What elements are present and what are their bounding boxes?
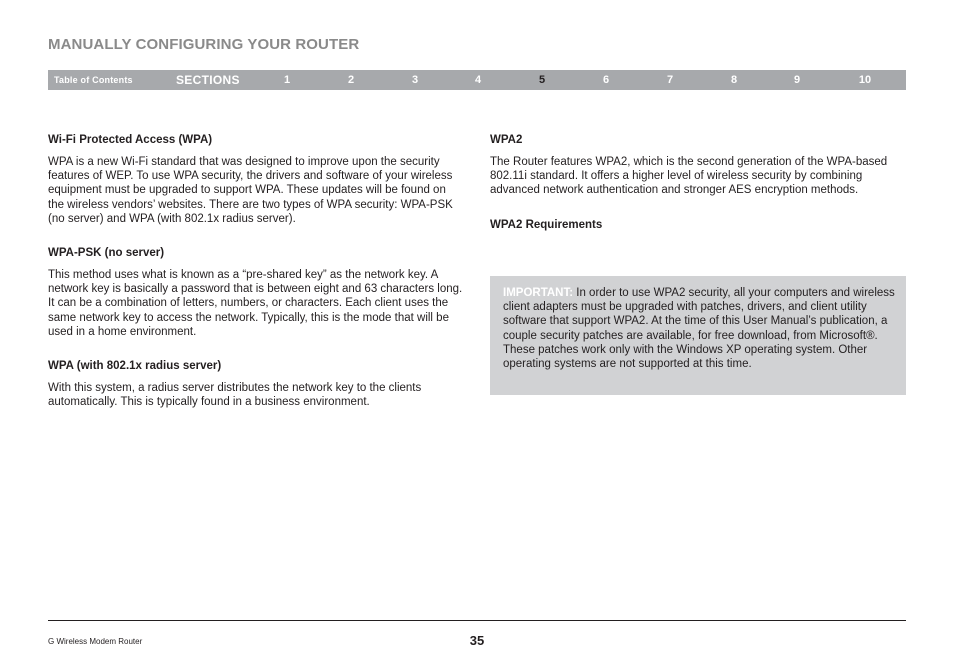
important-notice-text	[503, 286, 896, 371]
wpa-psk-paragraph: This method uses what is known as a “pre-shared key” as the network key. A network key is basically a password that is between eight and 63 characters long. It can be a combination of letters, numbers, or characters. Each client uses the same network key to access the network. Typically, this is the mode that will be used in a home environment.	[48, 269, 463, 338]
wpa2-requirements-heading: WPA2 Requirements	[490, 218, 603, 231]
sections-label: SECTIONS	[176, 73, 240, 87]
table-of-contents-link[interactable]: Table of Contents	[54, 75, 133, 85]
left-column	[48, 133, 463, 409]
section-link-4[interactable]: 4	[474, 74, 482, 86]
wpa-heading: Wi-Fi Protected Access (WPA)	[48, 134, 213, 146]
page-header-title: MANUALLY CONFIGURING YOUR ROUTER	[48, 36, 360, 53]
wpa-radius-heading: WPA (with 802.1x radius server)	[48, 360, 222, 373]
section-link-1[interactable]: 1	[283, 74, 291, 86]
footer-divider	[48, 620, 906, 621]
section-link-10[interactable]: 10	[858, 74, 872, 86]
section-link-7[interactable]: 7	[666, 74, 674, 86]
section-link-5-current[interactable]: 5	[538, 74, 546, 86]
footer-product-name: G Wireless Modem Router	[48, 637, 143, 646]
wpa-paragraph: WPA is a new Wi-Fi standard that was designed to improve upon the security features of WEP. To use WPA security, the drivers and software of your wireless equipment must be upgraded to support WPA. These updates will be found on the wireless vendors’ websites. There are two types of WPA security: WPA-PSK (no server) and WPA (with 802.1x radius server).	[48, 156, 453, 225]
section-link-6[interactable]: 6	[602, 74, 610, 86]
wpa2-heading: WPA2	[490, 134, 523, 146]
wpa-psk-heading: WPA-PSK (no server)	[48, 247, 165, 260]
section-link-3[interactable]: 3	[411, 74, 419, 86]
right-column	[490, 133, 906, 233]
section-link-9[interactable]: 9	[793, 74, 801, 86]
section-link-2[interactable]: 2	[347, 74, 355, 86]
important-notice-box	[490, 276, 906, 395]
important-body: In order to use WPA2 security, all your computers and wireless client adapters must be upgraded with patches, drivers, and client utility software that support WPA2. At the time of this User Manual’s publication, a couple security patches are available, for free download, from Microsoft®. These patches work only with the Windows XP operating system. Other operating systems are not supported at this time.	[503, 287, 895, 371]
page-number: 35	[469, 633, 485, 648]
section-link-8[interactable]: 8	[730, 74, 738, 86]
important-label: IMPORTANT:	[503, 287, 574, 299]
section-navigation-bar	[48, 70, 906, 90]
wpa-radius-paragraph: With this system, a radius server distributes the network key to the clients automatically. This is typically found in a business environment.	[48, 382, 422, 409]
wpa2-paragraph: The Router features WPA2, which is the second generation of the WPA-based 802.11i standard. It offers a higher level of wireless security by combining advanced network authentication and stronger AES encryption methods.	[490, 156, 888, 197]
